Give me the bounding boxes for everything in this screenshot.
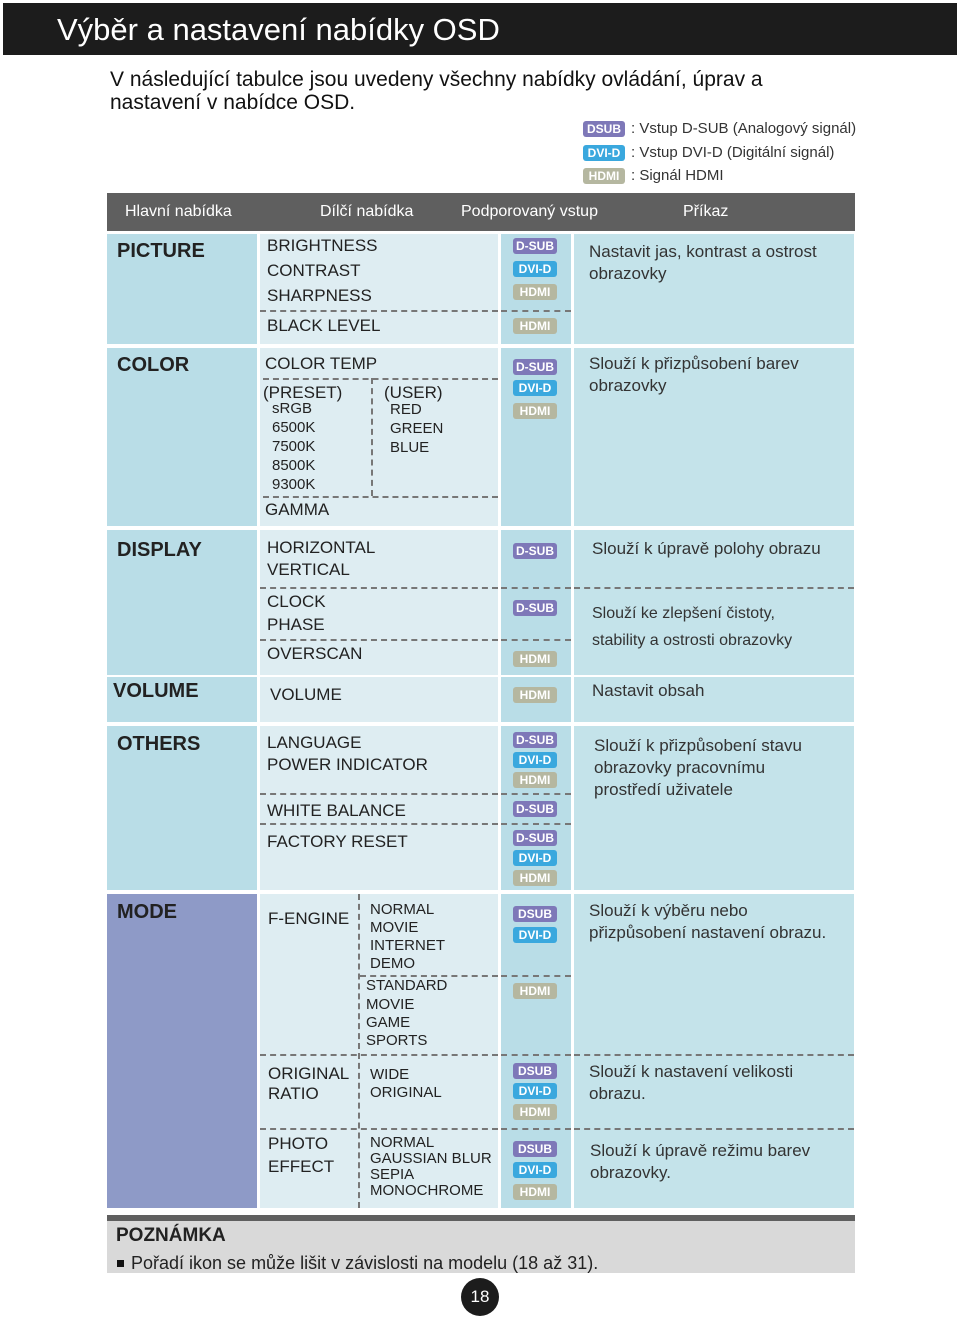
hdmi-badge: HDMI (513, 870, 557, 886)
volume-label: VOLUME (113, 680, 199, 702)
hdmi-badge: HDMI (513, 772, 557, 788)
mode-cmd-cell (574, 894, 854, 1208)
others-input-cell (501, 726, 571, 890)
note-body (117, 1253, 598, 1274)
power-indicator-item: POWER INDICATOR (267, 755, 428, 774)
fengine-option: GAME (366, 1014, 411, 1031)
clock-item: CLOCK (267, 592, 326, 611)
dvid-badge: DVI-D (513, 261, 557, 277)
mode-sub-cell (260, 894, 498, 1208)
legend-dvid (583, 144, 835, 164)
photo-option: MONOCHROME (370, 1182, 484, 1199)
volume-item: VOLUME (270, 685, 342, 704)
hdmi-badge: HDMI (513, 318, 557, 334)
display-sub-cell (260, 530, 498, 675)
intro-text: V následující tabulce jsou uvedeny všechny nabídky ovládání, úprav a nastavení v nabídce OSD. (110, 68, 763, 114)
dvid-badge: DVI-D (513, 1083, 557, 1099)
others-sub-cell (260, 726, 498, 890)
photo-effect-item: EFFECT (268, 1157, 335, 1176)
others-label: OTHERS (117, 733, 201, 755)
volume-cmd: Nastavit obsah (592, 681, 705, 700)
divider (501, 823, 571, 825)
hdmi-badge: HDMI (513, 403, 557, 419)
factory-reset-item: FACTORY RESET (267, 832, 408, 851)
display-main-cell (107, 530, 257, 675)
dvid-badge: DVI-D (513, 752, 557, 768)
display-input-cell (501, 530, 571, 675)
display-cmd-cell (574, 530, 854, 675)
page-title: Výběr a nastavení nabídky OSD (57, 12, 500, 47)
horizontal-item: HORIZONTAL (267, 538, 376, 557)
hdmi-badge: HDMI (513, 284, 557, 300)
divider (260, 1128, 498, 1130)
dsub-badge: DSUB (513, 1063, 557, 1079)
fengine-option: INTERNET (370, 937, 445, 954)
preset-item: 8500K (272, 457, 316, 474)
photo-option: NORMAL (370, 1134, 435, 1151)
user-title: (USER) (384, 383, 443, 402)
divider (260, 639, 498, 641)
phase-item: PHASE (267, 615, 325, 634)
volume-input-cell (501, 677, 571, 722)
picture-input-cell (501, 234, 571, 344)
color-cmd: Slouží k přizpůsobení barev obrazovky (589, 354, 799, 395)
hdmi-badge: HDMI (513, 983, 557, 999)
dsub-badge: D-SUB (513, 801, 557, 817)
sharpness-item: SHARPNESS (267, 286, 372, 305)
color-sub-cell (260, 348, 498, 526)
preset-item: 9300K (272, 476, 316, 493)
ratio-cmd: Slouží k nastavení velikosti obrazu. (589, 1062, 794, 1103)
picture-label: PICTURE (117, 240, 205, 262)
dsub-badge: D-SUB (513, 830, 557, 846)
divider (260, 1054, 498, 1056)
overscan-item: OVERSCAN (267, 644, 363, 663)
photo-option: GAUSSIAN BLUR (370, 1150, 492, 1167)
picture-main-cell (107, 234, 257, 344)
fengine-option: SPORTS (366, 1032, 428, 1049)
divider (260, 587, 498, 589)
hdmi-badge: HDMI (513, 651, 557, 667)
fengine-option: STANDARD (366, 977, 448, 994)
fengine-cmd: Slouží k výběru nebo přizpůsobení nastavení obrazu. (589, 901, 827, 942)
divider (501, 975, 571, 977)
color-label: COLOR (117, 354, 190, 376)
dsub-badge: DSUB (583, 121, 625, 137)
note-box (107, 1215, 855, 1273)
color-temp-item: COLOR TEMP (265, 354, 378, 373)
divider (574, 587, 854, 589)
mode-main-cell (107, 894, 257, 1208)
volume-cmd-cell (574, 677, 854, 722)
divider (501, 310, 571, 312)
dsub-badge: D-SUB (513, 600, 557, 616)
user-item: RED (390, 401, 422, 418)
photo-effect-item: PHOTO (268, 1134, 329, 1153)
page-number: 18 (461, 1278, 499, 1316)
preset-item: sRGB (272, 400, 313, 417)
brightness-item: BRIGHTNESS (267, 236, 378, 255)
divider (574, 1054, 854, 1056)
legend-text: : Vstup D-SUB (Analogový signál) (631, 120, 857, 137)
original-ratio-item: ORIGINAL (268, 1064, 350, 1083)
divider (260, 823, 498, 825)
dvid-badge: DVI-D (583, 145, 625, 161)
legend-text: : Signál HDMI (631, 167, 724, 184)
picture-sub-cell (260, 234, 498, 344)
photo-option: SEPIA (370, 1166, 415, 1183)
dsub-badge: D-SUB (513, 238, 557, 254)
others-cmd-cell (574, 726, 854, 890)
ratio-option: ORIGINAL (370, 1084, 442, 1101)
legend-hdmi (583, 167, 724, 187)
fengine-option: MOVIE (366, 996, 415, 1013)
user-item: BLUE (390, 439, 430, 456)
divider (263, 378, 498, 380)
photo-cmd: Slouží k úpravě režimu barev obrazovky. (590, 1141, 811, 1182)
dvid-badge: DVI-D (513, 927, 557, 943)
user-item: GREEN (390, 420, 444, 437)
divider (263, 496, 498, 498)
header-input: Podporovaný vstup (461, 203, 598, 220)
mode-input-cell (501, 894, 571, 1208)
hdmi-badge: HDMI (583, 168, 625, 184)
ratio-option: WIDE (370, 1066, 410, 1083)
f-engine-item: F-ENGINE (268, 909, 350, 928)
color-cmd-cell (574, 348, 854, 526)
preset-item: 6500K (272, 419, 316, 436)
fengine-option: DEMO (370, 955, 415, 972)
preset-title: (PRESET) (263, 383, 343, 402)
mode-label: MODE (117, 901, 177, 923)
vertical-item: VERTICAL (267, 560, 350, 579)
original-ratio-item: RATIO (268, 1084, 319, 1103)
title-bar (3, 3, 957, 55)
header-main: Hlavní nabídka (125, 203, 232, 220)
white-balance-item: WHITE BALANCE (267, 801, 406, 820)
dvid-badge: DVI-D (513, 380, 557, 396)
legend-dsub (583, 120, 857, 140)
others-cmd: Slouží k přizpůsobení stavu obrazovky pracovnímu prostředí uživatele (594, 736, 802, 799)
display-cmd-clarity-b: stability a ostrosti obrazovky (592, 632, 793, 649)
display-label: DISPLAY (117, 539, 202, 561)
fengine-option: MOVIE (370, 919, 419, 936)
black-level-item: BLACK LEVEL (267, 316, 381, 335)
hdmi-badge: HDMI (513, 1184, 557, 1200)
divider (501, 1128, 571, 1130)
divider (574, 1128, 854, 1130)
hdmi-badge: HDMI (513, 1104, 557, 1120)
dsub-badge: D-SUB (513, 543, 557, 559)
divider (260, 310, 498, 312)
dsub-badge: DSUB (513, 906, 557, 922)
preset-item: 7500K (272, 438, 316, 455)
divider (358, 894, 360, 1208)
note-title: POZNÁMKA (116, 1225, 226, 1246)
divider (501, 587, 571, 589)
legend-text: : Vstup DVI-D (Digitální signál) (631, 144, 835, 161)
header-cmd: Příkaz (683, 203, 729, 220)
bullet-icon (117, 1260, 124, 1267)
display-cmd-clarity-a: Slouží ke zlepšení čistoty, (592, 605, 775, 622)
picture-cmd-cell (574, 234, 854, 344)
header-sub: Dílčí nabídka (320, 203, 414, 220)
note-text: Pořadí ikon se může lišit v závislosti na modelu (18 až 31). (131, 1253, 599, 1273)
dsub-badge: D-SUB (513, 732, 557, 748)
dsub-badge: DSUB (513, 1141, 557, 1157)
hdmi-badge: HDMI (513, 687, 557, 703)
divider (260, 793, 498, 795)
volume-sub-cell (260, 677, 498, 722)
fengine-option: NORMAL (370, 901, 435, 918)
contrast-item: CONTRAST (267, 261, 361, 280)
table-header (107, 193, 855, 231)
divider (501, 793, 571, 795)
dvid-badge: DVI-D (513, 1162, 557, 1178)
picture-cmd: Nastavit jas, kontrast a ostrost obrazovky (589, 242, 817, 283)
others-main-cell (107, 726, 257, 890)
language-item: LANGUAGE (267, 733, 362, 752)
dvid-badge: DVI-D (513, 850, 557, 866)
color-main-cell (107, 348, 257, 526)
divider (501, 639, 571, 641)
display-cmd-position: Slouží k úpravě polohy obrazu (592, 539, 821, 558)
dsub-badge: D-SUB (513, 359, 557, 375)
volume-main-cell (107, 677, 257, 722)
color-input-cell (501, 348, 571, 526)
divider (371, 378, 373, 496)
gamma-item: GAMMA (265, 500, 330, 519)
divider (501, 1054, 571, 1056)
